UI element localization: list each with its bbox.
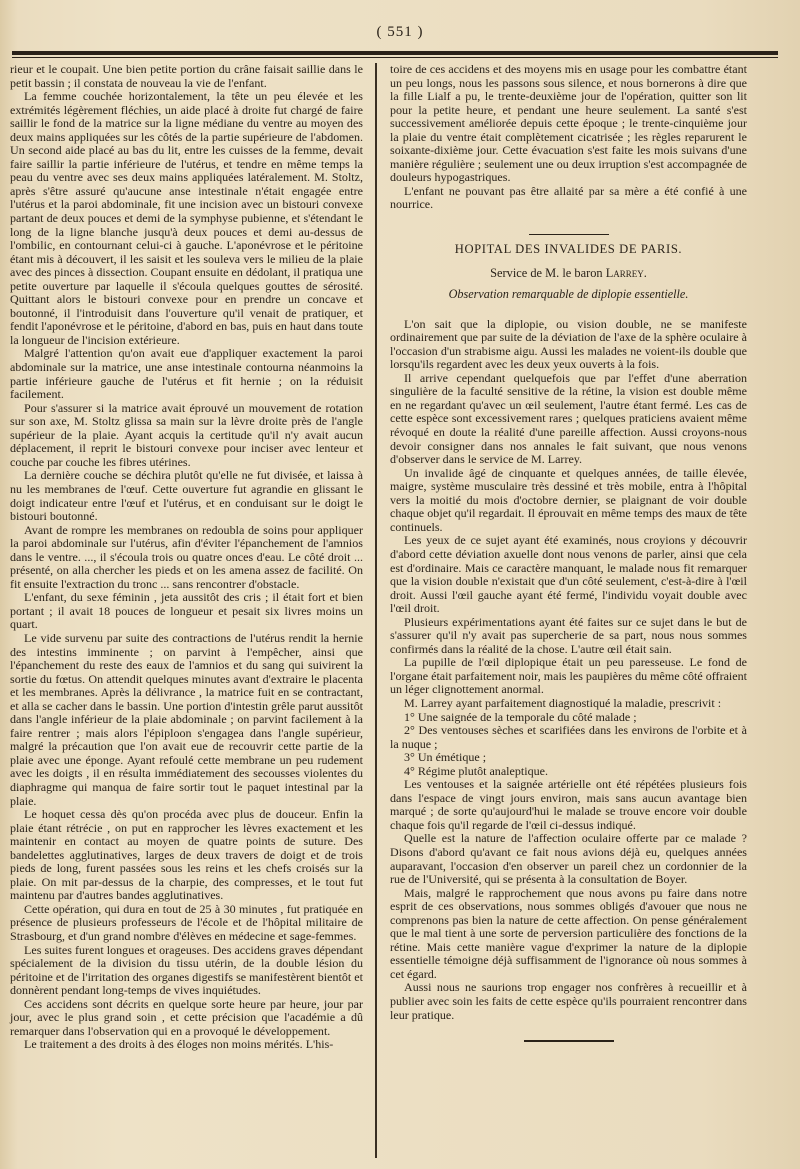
paragraph: Mais, malgré le rapprochement que nous avons pu faire dans notre esprit de ces observations, nous sommes obligés d'avouer que nous ne comprenons pas bien la nature de cette affection. On pense généralement que le mal tient à une sorte de perversion particulière des fonctions de la rétine. Mais cette manière vague d'exprimer la nature de la diplopie essentielle témoigne déjà suffisamment de l'ignorance où nous sommes à cet égard. <box>390 885 747 981</box>
paragraph: L'on sait que la diplopie, ou vision double, ne se manifeste ordinairement que par suite de la déviation de l'axe de la sphère oculaire à l'occasion d'un strabisme aigu. Aussi les malades ne voient-ils double que lorsqu'ils regardent avec les deux yeux ouverts à la fois. <box>390 316 747 372</box>
column-divider <box>375 63 377 1158</box>
service-line <box>390 267 747 281</box>
paragraph: Plusieurs expérimentations ayant été faites sur ce sujet dans le but de s'assurer qu'il n'y avait pas supercherie de sa part, nous nous sommes confirmés dans la réalité de la chose. L'autre œil était sain. <box>390 614 747 656</box>
paragraph: Un invalide âgé de cinquante et quelques années, de taille élevée, maigre, système musculaire très dessiné et très mobile, entra à l'hôpital vers la moitié du mois d'octobre dernier, se plaignant de voir double chaque objet qu'il regardait. Il éprouvait en même temps des maux de tête continuels. <box>390 465 747 534</box>
prescription-item: 2° Des ventouses sèches et scarifiées dans les environs de l'orbite et à la nuque ; <box>390 723 747 751</box>
left-column <box>10 63 363 1052</box>
section-heading: HOPITAL DES INVALIDES DE PARIS. <box>454 242 683 257</box>
paragraph: Le vide survenu par suite des contractions de l'utérus rendit la hernie des intestins imminente ; on parvint à l'empêcher, ainsi que l'épanchement du reste des eaux de l'amnios et du sang qui suivirent la sortie du fœtus. On attendit quelques minutes avant d'extraire le placenta et les membranes. Après la délivrance , la matrice fuit en se contractant, et alla se cacher dans le bassin. Une portion d'intestin grêle parut aussitôt dans l'angle inférieur de la plaie abdominale ; on parvint facilement à la faire rentrer ; mais alors l'épiploon s'engagea dans l'angle supérieur, malgré la précaution que l'on avait eue de recouvrir cette partie de la plaie avec une éponge. Ayant refoulé cette membrane un peu rudement avec les doigts , il en résulta immédiatement des secousses violentes du diaphragme qui manqua de faire sortir tout le paquet intestinal par la plaie. <box>10 630 363 808</box>
paragraph: M. Larrey ayant parfaitement diagnostiqué la maladie, prescrivit : <box>404 695 722 710</box>
prescription-item: 3° Un émétique ; <box>404 750 487 765</box>
paragraph: Pour s'assurer si la matrice avait éprouvé un mouvement de rotation sur son axe, M. Stoltz glissa sa main sur la lèvre droite près de l'angle supérieur de la plaie. Ayant acquis la certitude qu'il n'y avait aucun déplacement, il reprit le bistouri convexe pour inciser avec lenteur et couche par couche les fibres utérines. <box>10 400 363 469</box>
header-rule <box>12 51 778 58</box>
paragraph: Les suites furent longues et orageuses. Des accidens graves dépendant spécialement de la division du tissu utérin, de la double lésion du péritoine et de l'irritation des organes digestifs se manifestèrent bientôt et donnèrent pendant long-temps de vives inquiétudes. <box>10 942 363 998</box>
paragraph: L'enfant ne pouvant pas être allaité par sa mère a été confié à une nourrice. <box>390 183 747 212</box>
paragraph: La pupille de l'œil diplopique était un peu paresseuse. Le fond de l'organe était parfaitement noir, mais les paupières du même côté offraient un léger clignottement anormal. <box>390 655 747 697</box>
paragraph: Cette opération, qui dura en tout de 25 à 30 minutes , fut pratiquée en présence de plusieurs professeurs de l'école et de l'hôpital militaire de Strasbourg, et d'un grand nombre d'élèves en médecine et sage-femmes. <box>10 901 363 943</box>
prescription-item: 4° Régime plutôt analeptique. <box>404 763 548 778</box>
paragraph: Le hoquet cessa dès qu'on procéda avec plus de douceur. Enfin la plaie étant rétrécie , on put en rapprocher les lèvres exactement et les maintenir en contact au moyen de quatre points de suture. Des bandelettes agglutinatives, larges de deux travers de doigt et de trois pieds de long, furent passées sous les reins et les chefs croisés sur la plaie. On mit par-dessus de la charpie, des compresses, et le tout fut maintenu par d'autres bandes agglutinatives. <box>10 807 363 903</box>
paragraph: Les yeux de ce sujet ayant été examinés, nous croyions y découvrir d'abord cette déviation axuelle dont nous venons de parler, ainsi que cela est d'ordinaire. Mais ce caractère manquant, le malade nous fit remarquer que la vision double n'existait que d'un côté seulement, c'est-à-dire à l'œil droit. Aussi l'œil gauche ayant été fermé, l'individu voyait double avec l'œil droit. <box>390 533 747 616</box>
paragraph: Les ventouses et la saignée artérielle ont été répétées plusieurs fois dans l'espace de vingt jours environ, mais sans aucun avantage bien marqué ; de sorte qu'aujourd'hui le malade se trouve encore voir double chaque fois qu'il regarde de l'œil ci-dessus indiqué. <box>390 777 747 832</box>
right-column <box>390 63 747 1042</box>
paragraph: Le traitement a des droits à des éloges non moins mérités. L'his- <box>24 1037 334 1052</box>
paragraph: Avant de rompre les membranes on redoubla de soins pour appliquer la paroi abdominale sur l'utérus, afin d'éviter l'épanchement de l'amnios dans le ventre. ..., il s'écoula trois ou quatre onces d'eau. Le côté droit ... présenté, on alla chercher les pieds et on les amena assez de facilité. On fit ensuite l'extraction du tronc ... sans rencontrer d'obstacle. <box>10 522 363 591</box>
prescription-item: 1° Une saignée de la temporale du côté malade ; <box>404 709 637 724</box>
paragraph: Quelle est la nature de l'affection oculaire offerte par ce malade ? Disons d'abord qu'avant ce fait nous avions déjà eu, quelques années auparavant, l'occasion d'en observer un pareil chez un cordonnier de la rue de l'Université, qui se présenta à la consultation de Boyer. <box>390 831 747 887</box>
paragraph: Ces accidens sont décrits en quelque sorte heure par heure, jour par jour, avec le plus grand soin , et cette précision que l'académie a dû remarquer dans l'observation qui en a provoqué le développement. <box>10 996 363 1038</box>
paragraph: L'enfant, du sexe féminin , jeta aussitôt des cris ; il était fort et bien portant ; il avait 18 pouces de longueur et pesait six livres moins un quart. <box>10 590 363 632</box>
paragraph: Aussi nous ne saurions trop engager nos confrères à recueillir et à publier avec soin les faits de cette espèce qu'ils pourraient rencontrer dans leur pratique. <box>390 980 747 1022</box>
service-name: Larrey. <box>605 265 647 280</box>
page-number: ( 551 ) <box>376 24 424 40</box>
end-rule <box>524 1040 614 1042</box>
paragraph: toire de ces accidens et des moyens mis en usage pour les combattre étant un peu longs, nous les passons sous silence, et nous bornerons à dire que la fille Lialf a pu, le trente-deuxième jour de l'opération, quitter son lit pour la petite heure, et pendant une heure seulement. La santé s'est successivement améliorée depuis cette époque ; le trente-cinquième jour la plaie du ventre était complètement cicatrisée ; les règles reparurent le soixante-dixième jour. Cette évacuation s'est faite les mois suivans d'une manière régulière ; seulement une ou deux irruption s'est accompagnée de douleurs hypogastriques. <box>390 62 747 185</box>
paragraph: Malgré l'attention qu'on avait eue d'appliquer exactement la paroi abdominale sur la matrice, une anse intestinale contourna néanmoins la partie inférieure gauche de l'utérus et fit hernie ; on la réduisit facilement. <box>10 346 363 402</box>
paragraph: Il arrive cependant quelquefois que par l'effet d'une aberration singulière de la faculté sensitive de la rétine, la vision est double même en ne regardant qu'avec un œil seulement, l'autre étant fermé. Les cas de cette espèce sont excessivement rares ; quelques praticiens avaient même révoqué en doute la réalité d'une pareille affection. Aussi croyons-nous devoir consigner dans nos annales le fait suivant, que nous venons d'observer dans le service de M. Larrey. <box>390 370 747 467</box>
service-prefix: Service de M. le baron <box>490 265 606 280</box>
section-rule <box>529 234 609 235</box>
observation-title: Observation remarquable de diplopie essentielle. <box>448 287 689 302</box>
paragraph: La dernière couche se déchira plutôt qu'elle ne fut divisée, et laissa à nu les membranes de l'œuf. Cette ouverture fut agrandie en glissant le doigt indicateur entre l'œuf et l'utérus, et en conduisant sur le doigt le bistouri boutonné. <box>10 468 363 524</box>
paragraph: La femme couchée horizontalement, la tête un peu élevée et les extrémités légèrement fléchies, un aide placé à droite fut chargé de faire saillir le fond de la matrice sur la ligne médiane du ventre au moyen des deux mains appliquées sur les côtés de la partie supérieure de l'abdomen. Un second aide placé au bas du lit, entre les cuisses de la femme, devait faire saillir la partie inférieure de l'utérus, et tendre en même temps la peau du ventre avec ses deux mains appliquées latéralement. M. Stoltz, après s'être assuré qu'aucune anse intestinale n'était engagée entre l'utérus et la paroi abdominale, fit une incision avec un bistouri convexe partant de deux pouces et demi de la symphyse pubienne, et s'étendant le long de la ligne blanche jusqu'à deux pouces et demi au-dessus de l'ombilic, en contournant celui-ci à gauche. L'aponévrose et le péritoine étant mis à découvert, il les saisit et les souleva vers le milieu de la plaie avec des pinces à dissection. Coupant ensuite en dédolant, il pratiqua une petite ouverture par laquelle il s'écoula quelques gouttes de sérosité. Quittant alors le bistouri convexe pour en prendre un concave et boutonné, il l'introduisit dans l'ouverture qu'il venait de pratiquer, et fendit l'aponévrose et le péritoine, d'abord en bas, puis en haut dans toute la longueur de l'incision extérieure. <box>10 89 363 347</box>
paragraph: rieur et le coupait. Une bien petite portion du crâne faisait saillie dans le petit bassin ; il constata de nouveau la vie de l'enfant. <box>10 62 363 90</box>
